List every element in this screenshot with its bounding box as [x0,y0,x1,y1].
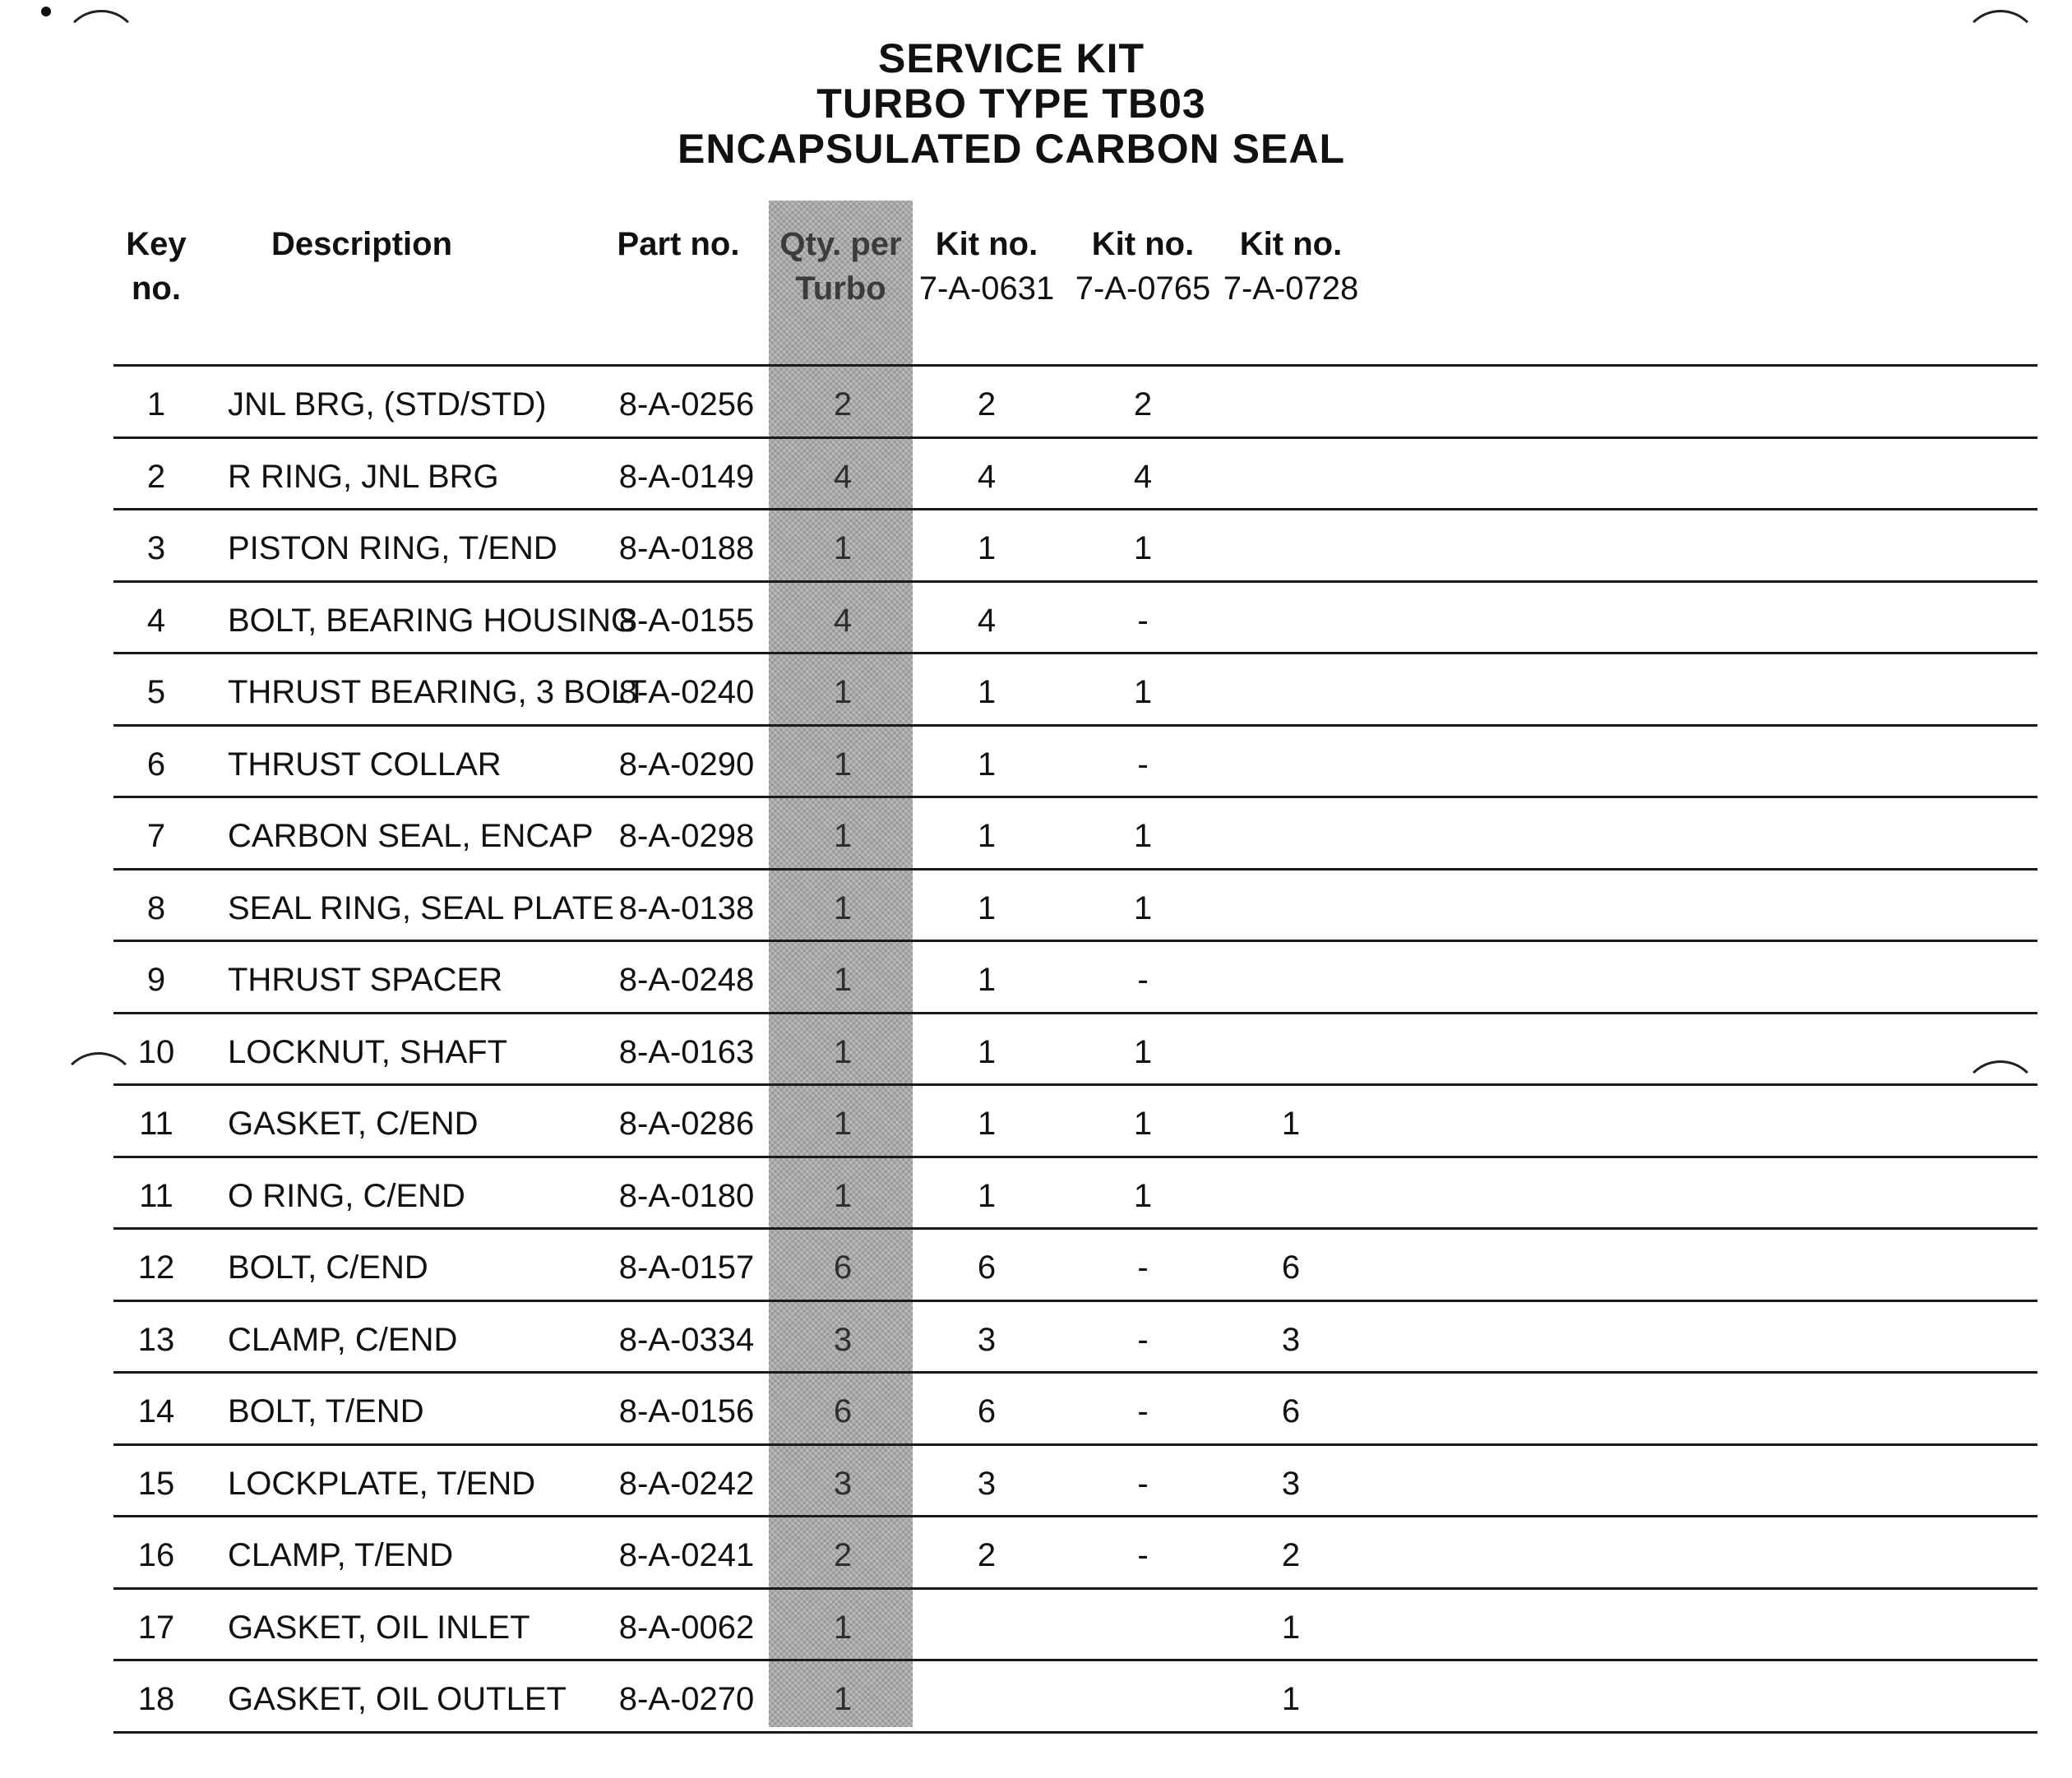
kit-1-number: 7-A-0631 [918,270,1055,307]
row-key-no: 8 [146,889,166,926]
row-key-no: 2 [146,458,166,495]
row-divider-rule [113,1515,2037,1517]
row-kit-2-qty: - [1137,1537,1149,1573]
row-description: THRUST SPACER [228,962,503,998]
row-qty-per-turbo: 1 [833,746,853,783]
row-kit-3-qty: 6 [1281,1393,1301,1429]
row-description: BOLT, C/END [228,1249,428,1286]
row-part-no: 8-A-0248 [618,962,755,998]
table-header-rule [113,364,2037,367]
row-part-no: 8-A-0290 [618,746,755,783]
row-kit-2-qty: 1 [1133,1033,1153,1070]
row-divider-rule [113,1156,2037,1158]
row-kit-1-qty: 2 [977,386,997,423]
header-qty-per-turbo: Qty. per Turbo [779,226,902,307]
row-divider-rule [113,868,2037,871]
row-kit-2-qty: - [1137,1321,1149,1358]
row-kit-3-qty: 2 [1281,1537,1301,1573]
row-kit-2-qty: - [1137,602,1149,639]
speck-mark [41,7,51,16]
title-line-1: SERVICE KIT [877,35,1145,81]
row-kit-1-qty: 4 [977,458,997,495]
row-kit-2-qty: - [1137,1465,1149,1502]
row-qty-per-turbo: 4 [833,458,853,495]
row-part-no: 8-A-0286 [618,1106,755,1142]
kit-2-number: 7-A-0765 [1075,270,1211,307]
row-qty-per-turbo: 6 [833,1393,853,1429]
row-description: LOCKPLATE, T/END [228,1465,536,1502]
row-description: O RING, C/END [228,1177,465,1214]
page-title [576,36,1447,172]
header-key: Key no. [126,226,187,307]
row-kit-1-qty: 1 [977,1177,997,1214]
row-kit-2-qty: 1 [1133,818,1153,854]
row-description: BOLT, BEARING HOUSING [228,602,637,639]
row-qty-per-turbo: 1 [833,1177,853,1214]
row-divider-rule [113,1443,2037,1446]
row-kit-1-qty: 1 [977,530,997,566]
row-key-no: 11 [139,1177,173,1214]
row-description: GASKET, OIL OUTLET [228,1681,567,1717]
row-key-no: 15 [137,1465,175,1502]
row-divider-rule [113,1587,2037,1590]
row-key-no: 13 [137,1321,175,1358]
row-key-no: 4 [146,602,166,639]
row-part-no: 8-A-0242 [618,1465,755,1502]
binder-hole-mid-right [1961,1060,2040,1139]
row-kit-3-qty: 1 [1281,1106,1301,1142]
row-kit-1-qty: 2 [977,1537,997,1573]
row-kit-2-qty: 2 [1133,386,1153,423]
binder-hole-top-right [1961,10,2040,89]
row-qty-per-turbo: 1 [833,818,853,854]
row-part-no: 8-A-0188 [618,530,755,566]
row-qty-per-turbo: 6 [833,1249,853,1286]
row-qty-per-turbo: 2 [833,386,853,423]
row-kit-1-qty: 1 [977,746,997,783]
row-key-no: 17 [137,1609,175,1646]
header-kit-1 [913,222,1061,311]
row-key-no: 3 [146,530,166,566]
row-kit-3-qty: 3 [1281,1465,1301,1502]
row-description: SEAL RING, SEAL PLATE [228,889,614,926]
row-key-no: 11 [139,1106,173,1142]
row-description: CLAMP, T/END [228,1537,454,1573]
title-line-2: TURBO TYPE TB03 [816,81,1206,127]
row-divider-rule [113,580,2037,583]
row-kit-1-qty: 4 [977,602,997,639]
row-description: THRUST BEARING, 3 BOLT [228,674,647,710]
row-kit-3-qty: 1 [1281,1681,1301,1717]
row-kit-3-qty: 1 [1281,1609,1301,1646]
row-description: CARBON SEAL, ENCAP [228,818,594,854]
row-kit-1-qty: 1 [977,962,997,998]
row-qty-per-turbo: 1 [833,1106,853,1142]
row-kit-2-qty: - [1137,962,1149,998]
title-line-3: ENCAPSULATED CARBON SEAL [678,126,1345,172]
row-description: PISTON RING, T/END [228,530,557,566]
row-description: GASKET, OIL INLET [228,1609,530,1646]
row-description: JNL BRG, (STD/STD) [228,386,547,423]
row-qty-per-turbo: 1 [833,674,853,710]
row-part-no: 8-A-0240 [618,674,755,710]
row-kit-2-qty: 1 [1133,1177,1153,1214]
row-kit-2-qty: 4 [1133,458,1153,495]
row-kit-1-qty: 3 [977,1465,997,1502]
row-description: BOLT, T/END [228,1393,424,1429]
row-part-no: 8-A-0270 [618,1681,755,1717]
row-kit-2-qty: - [1137,746,1149,783]
row-qty-per-turbo: 1 [833,1609,853,1646]
row-key-no: 7 [146,818,166,854]
row-divider-rule [113,1227,2037,1230]
binder-hole-top-left [62,10,141,89]
row-description: GASKET, C/END [228,1106,479,1142]
row-description: R RING, JNL BRG [228,458,499,495]
row-description: THRUST COLLAR [228,746,502,783]
row-kit-3-qty: 6 [1281,1249,1301,1286]
row-qty-per-turbo: 1 [833,530,853,566]
row-divider-rule [113,940,2037,942]
row-key-no: 12 [137,1249,175,1286]
kit-2-label: Kit no. [1091,226,1195,262]
row-key-no: 1 [146,386,166,423]
header-part-no: Part no. [617,226,740,262]
row-kit-2-qty: 1 [1133,530,1153,566]
row-divider-rule [113,1012,2037,1014]
row-divider-rule [113,796,2037,798]
row-part-no: 8-A-0062 [618,1609,755,1646]
header-kit-3 [1217,222,1365,311]
row-qty-per-turbo: 4 [833,602,853,639]
row-part-no: 8-A-0149 [618,458,755,495]
row-key-no: 5 [146,674,166,710]
row-divider-rule [113,724,2037,727]
kit-1-label: Kit no. [935,226,1038,262]
row-qty-per-turbo: 1 [833,1033,853,1070]
row-key-no: 18 [137,1681,175,1717]
row-kit-1-qty: 6 [977,1249,997,1286]
row-qty-per-turbo: 2 [833,1537,853,1573]
kit-3-number: 7-A-0728 [1223,270,1359,307]
row-kit-1-qty: 1 [977,1033,997,1070]
row-part-no: 8-A-0256 [618,386,755,423]
row-qty-per-turbo: 1 [833,962,853,998]
row-description: CLAMP, C/END [228,1321,458,1358]
row-qty-per-turbo: 3 [833,1465,853,1502]
row-divider-rule [113,436,2037,439]
row-divider-rule [113,1371,2037,1374]
header-description: Description [271,226,453,262]
row-key-no: 9 [146,962,166,998]
row-kit-3-qty: 3 [1281,1321,1301,1358]
row-kit-2-qty: - [1137,1249,1149,1286]
row-divider-rule [113,652,2037,654]
row-kit-1-qty: 1 [977,1106,997,1142]
row-divider-rule [113,1731,2037,1734]
row-key-no: 14 [137,1393,175,1429]
row-qty-per-turbo: 1 [833,1681,853,1717]
row-part-no: 8-A-0334 [618,1321,755,1358]
row-part-no: 8-A-0155 [618,602,755,639]
row-divider-rule [113,1300,2037,1302]
row-part-no: 8-A-0180 [618,1177,755,1214]
row-key-no: 6 [146,746,166,783]
row-kit-2-qty: 1 [1133,889,1153,926]
row-qty-per-turbo: 3 [833,1321,853,1358]
kit-3-label: Kit no. [1239,226,1343,262]
row-part-no: 8-A-0163 [618,1033,755,1070]
row-part-no: 8-A-0241 [618,1537,755,1573]
row-part-no: 8-A-0298 [618,818,755,854]
row-part-no: 8-A-0138 [618,889,755,926]
row-kit-1-qty: 3 [977,1321,997,1358]
row-kit-1-qty: 6 [977,1393,997,1429]
row-kit-1-qty: 1 [977,674,997,710]
row-kit-1-qty: 1 [977,818,997,854]
row-part-no: 8-A-0156 [618,1393,755,1429]
header-kit-2 [1069,222,1217,311]
row-kit-1-qty: 1 [977,889,997,926]
row-divider-rule [113,1659,2037,1661]
row-key-no: 16 [137,1537,175,1573]
row-divider-rule [113,1083,2037,1086]
row-kit-2-qty: 1 [1133,674,1153,710]
row-qty-per-turbo: 1 [833,889,853,926]
row-kit-2-qty: - [1137,1393,1149,1429]
row-key-no: 10 [137,1033,175,1070]
row-part-no: 8-A-0157 [618,1249,755,1286]
row-kit-2-qty: 1 [1133,1106,1153,1142]
row-divider-rule [113,508,2037,510]
row-description: LOCKNUT, SHAFT [228,1033,508,1070]
